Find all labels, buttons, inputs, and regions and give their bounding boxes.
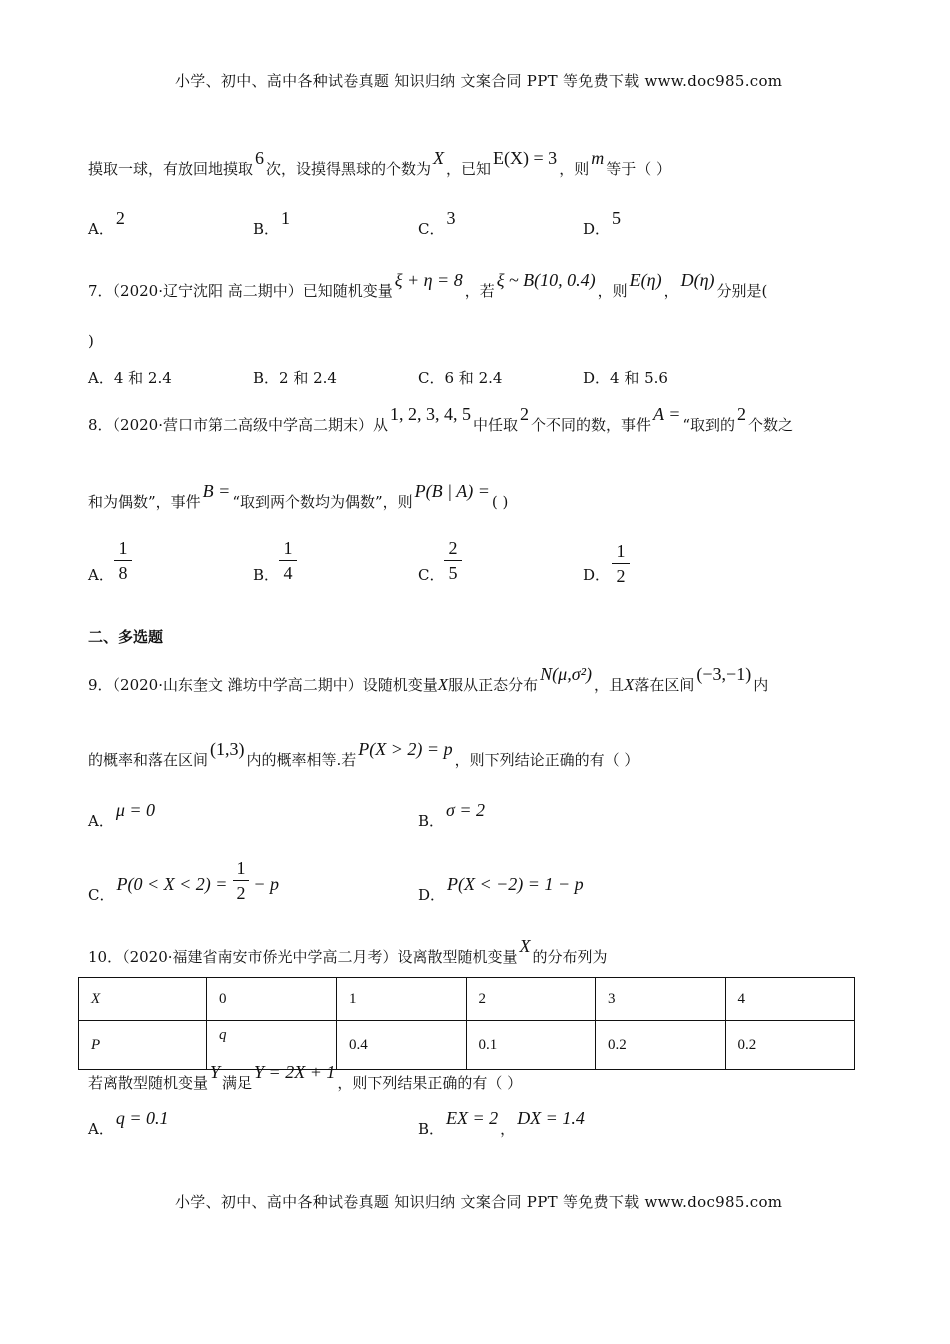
q9-stem-line2: 的概率和落在区间(1,3)内的概率相等.若P(X > 2) = p，则下列结论正确的有（ ）: [88, 739, 640, 769]
q8-stem-line2: 和为偶数”，事件B =“取到两个数均为偶数”，则P(B | A) =( ): [88, 481, 509, 511]
q10-option-a[interactable]: A．q = 0.1: [88, 1108, 169, 1138]
distribution-table: [78, 977, 855, 1070]
q8-option-c-fraction: 2 5: [444, 538, 462, 583]
q6-option-a[interactable]: A．2: [88, 208, 125, 238]
q9-option-c[interactable]: C．P(0 < X < 2) = − p: [88, 874, 280, 904]
q7-stem-close: ): [88, 332, 94, 350]
q7-stem: 7．（2020·辽宁沈阳 高二期中）已知随机变量ξ + η = 8，若ξ ~ B(10, 0.4)，则E(η)，D(η)分别是(: [88, 270, 768, 300]
q7-option-d[interactable]: D．4 和 5.6: [583, 369, 668, 387]
q8-option-b-fraction: 1 4: [279, 538, 297, 583]
q6-stem: 摸取一球，有放回地摸取6次，设摸得黑球的个数为X，已知E(X) = 3，则m等于（ ）: [88, 148, 671, 178]
table-row: [79, 1021, 855, 1070]
table-cell: q: [207, 1021, 337, 1070]
table-cell: 0.1: [466, 1021, 596, 1070]
table-cell: 0: [207, 978, 337, 1021]
q9-option-d[interactable]: D．P(X < −2) = 1 − p: [418, 874, 584, 904]
q8-option-a-fraction: 1 8: [114, 538, 132, 583]
q6-option-b[interactable]: B．1: [253, 208, 291, 238]
table-cell: X: [79, 978, 207, 1021]
table-cell: 0.2: [725, 1021, 855, 1070]
q8-option-b-label[interactable]: B．: [253, 566, 280, 584]
q9-option-a[interactable]: A．μ = 0: [88, 800, 156, 830]
table-cell: 3: [596, 978, 726, 1021]
q9-stem-line1: 9．（2020·山东奎文 潍坊中学高二期中）设随机变量X服从正态分布N(μ,σ²)，且X落在区间(−3,−1)内: [88, 664, 769, 694]
q8-option-a-label[interactable]: A．: [88, 566, 114, 584]
table-row: [79, 978, 855, 1021]
q8-stem-line1: 8．（2020·营口市第二高级中学高二期末）从1, 2, 3, 4, 5中任取2个不同的数，事件A =“取到的2个数之: [88, 404, 794, 434]
page-header: 小学、初中、高中各种试卷真题 知识归纳 文案合同 PPT 等免费下载 www.doc985.com: [175, 72, 783, 90]
q10-condition: 若离散型随机变量Y满足Y = 2X + 1，则下列结果正确的有（ ）: [88, 1062, 523, 1092]
q8-option-c-label[interactable]: C．: [418, 566, 445, 584]
q7-option-a[interactable]: A．4 和 2.4: [88, 369, 172, 387]
table-cell: P: [79, 1021, 207, 1070]
page-footer: 小学、初中、高中各种试卷真题 知识归纳 文案合同 PPT 等免费下载 www.doc985.com: [175, 1193, 783, 1211]
table-cell: 1: [337, 978, 467, 1021]
q6-option-c[interactable]: C．3: [418, 208, 456, 238]
section-title: 二、多选题: [88, 628, 164, 646]
q8-option-d-label[interactable]: D．: [583, 566, 611, 584]
table-cell: 0.2: [596, 1021, 726, 1070]
table-cell: 0.4: [337, 1021, 467, 1070]
q6-option-d[interactable]: D．5: [583, 208, 622, 238]
q9-option-c-fraction: 1 2: [233, 858, 249, 903]
q7-option-b[interactable]: B．2 和 2.4: [253, 369, 337, 387]
table-cell: 2: [466, 978, 596, 1021]
q10-stem: 10．（2020·福建省南安市侨光中学高二月考）设离散型随机变量X的分布列为: [88, 936, 608, 966]
table-cell: 4: [725, 978, 855, 1021]
q9-option-b[interactable]: B．σ = 2: [418, 800, 486, 830]
q10-option-b[interactable]: B．EX = 2，DX = 1.4: [418, 1108, 585, 1138]
q8-option-d-fraction: 1 2: [612, 541, 630, 586]
q7-option-c[interactable]: C．6 和 2.4: [418, 369, 503, 387]
